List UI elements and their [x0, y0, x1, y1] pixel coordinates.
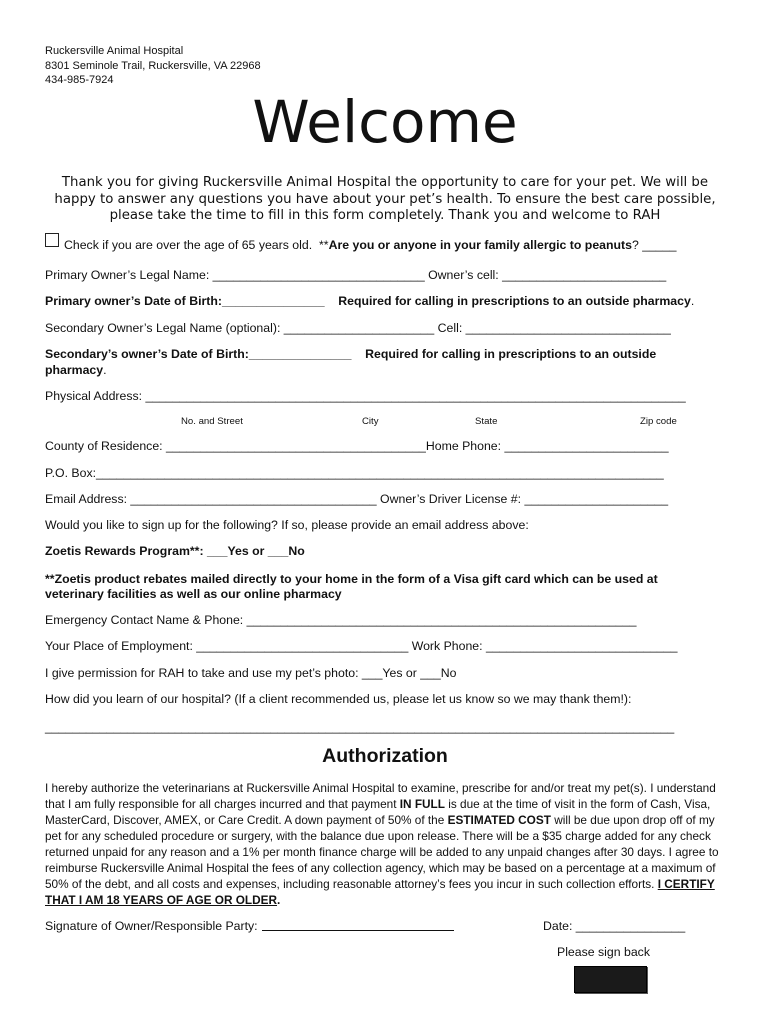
primary-dob-line — [45, 294, 694, 308]
emergency-contact-field[interactable]: Emergency Contact Name & Phone: _________________________________________________________ — [45, 613, 637, 627]
auth-certify-end: . — [277, 893, 281, 907]
zoetis-note-line1: **Zoetis product rebates mailed directly to your home in the form of a Visa gift card which can be used at — [45, 572, 658, 586]
auth-certify: I CERTIFY THAT I AM 18 YEARS OF AGE OR OLDER — [45, 877, 715, 907]
clinic-phone: 434-985-7924 — [45, 74, 114, 86]
primary-dob-note-end: . — [690, 294, 695, 308]
signature-line[interactable] — [262, 930, 454, 931]
sign-back-button[interactable] — [574, 966, 647, 993]
county-home-phone-field[interactable]: County of Residence: ______________________________________Home Phone: ________________________ — [45, 439, 669, 453]
senior-allergy-line — [64, 238, 676, 252]
address-zip-label: Zip code — [640, 416, 677, 427]
date-field[interactable]: Date: ________________ — [543, 919, 686, 933]
po-box-field[interactable]: P.O. Box:___________________________________________________________________________________ — [45, 466, 664, 480]
authorization-paragraph — [45, 780, 725, 908]
sign-back-label: Please sign back — [557, 945, 650, 959]
auth-estimated-cost: ESTIMATED COST — [447, 813, 551, 827]
referral-question: How did you learn of our hospital? (If a client recommended us, please let us know so we may thank them!): — [45, 692, 632, 706]
secondary-owner-name-field[interactable]: Secondary Owner’s Legal Name (optional): ______________________ Cell: ______________________________ — [45, 321, 671, 335]
signup-question: Would you like to sign up for the following? If so, please provide an email address above: — [45, 518, 529, 532]
secondary-dob-note-cont — [45, 363, 107, 377]
secondary-dob-note2-end: . — [103, 363, 107, 377]
auth-in-full: IN FULL — [399, 797, 445, 811]
allergy-answer-blank[interactable]: ? _____ — [631, 238, 677, 252]
signature-label: Signature of Owner/Responsible Party: — [45, 919, 258, 933]
allergy-prefix: ** — [318, 238, 329, 252]
intro-paragraph: Thank you for giving Ruckersville Animal Hospital the opportunity to care for your pet. We will be happy to answer any questions you have about your pet’s health. To ensure the best care possible, please take the time to fill in this form completely. Thank you and welcome to RAH — [54, 175, 716, 223]
email-license-field[interactable]: Email Address: ____________________________________ Owner’s Driver License #: _____________________ — [45, 492, 669, 506]
secondary-dob-note: Required for calling in prescriptions to an outside — [365, 347, 657, 361]
address-city-label: City — [362, 416, 379, 427]
clinic-name: Ruckersville Animal Hospital — [45, 45, 184, 57]
auth-text-3: will be due upon drop off of my pet for any scheduled procedure or surgery, with the balance due upon release. There will be a $35 charge added for any check returned unpaid for any reason and a 1% per month finance charge will be added to any unpaid changes after 30 days. I agree to reimburse Ruckersville Animal Hospital the fees of any collection agency, which may be based on a percentage at a maximum of 50% of the debt, and all costs and expenses, including reasonable attorney’s fees you incur in such collection efforts. — [45, 813, 719, 891]
auth-text-1: I hereby authorize the veterinarians at Ruckersville Animal Hospital to examine, prescribe for and/or treat my pet(s). I understand that I am fully responsible for all charges incurred and that payment — [45, 781, 716, 811]
auth-text-2: is due at the time of visit in the form of Cash, Visa, MasterCard, Discover, AMEX, or Care Credit. A down payment of 50% of the — [45, 797, 711, 827]
primary-dob-note: Required for calling in prescriptions to an outside pharmacy — [338, 294, 691, 308]
senior-checkbox[interactable] — [45, 233, 59, 247]
allergy-question: Are you or anyone in your family allergic to peanuts — [328, 238, 632, 252]
employment-work-phone-field[interactable]: Your Place of Employment: _______________________________ Work Phone: ____________________________ — [45, 639, 678, 653]
zoetis-program-field[interactable]: Zoetis Rewards Program**: ___Yes or ___No — [45, 544, 305, 558]
secondary-dob-line — [45, 347, 656, 361]
clinic-address: 8301 Seminole Trail, Ruckersville, VA 22968 — [45, 60, 261, 72]
senior-check-label: Check if you are over the age of 65 years old. — [64, 238, 313, 252]
address-state-label: State — [475, 416, 498, 427]
secondary-dob-field[interactable]: Secondary’s owner’s Date of Birth:_______________ — [45, 347, 352, 361]
primary-dob-field[interactable]: Primary owner’s Date of Birth:_______________ — [45, 294, 325, 308]
primary-owner-name-field[interactable]: Primary Owner’s Legal Name: _______________________________ Owner’s cell: ________________________ — [45, 268, 667, 282]
address-street-label: No. and Street — [181, 416, 243, 427]
physical-address-field[interactable]: Physical Address: _______________________________________________________________________________ — [45, 389, 686, 403]
secondary-dob-note2: pharmacy — [45, 363, 104, 377]
photo-permission-field[interactable]: I give permission for RAH to take and use my pet’s photo: ___Yes or ___No — [45, 666, 457, 680]
page-title: Welcome — [252, 88, 518, 156]
referral-answer-line[interactable]: ____________________________________________________________________________________________ — [45, 720, 675, 734]
authorization-title: Authorization — [322, 745, 448, 767]
zoetis-note-line2: veterinary facilities as well as our online pharmacy — [45, 587, 342, 601]
